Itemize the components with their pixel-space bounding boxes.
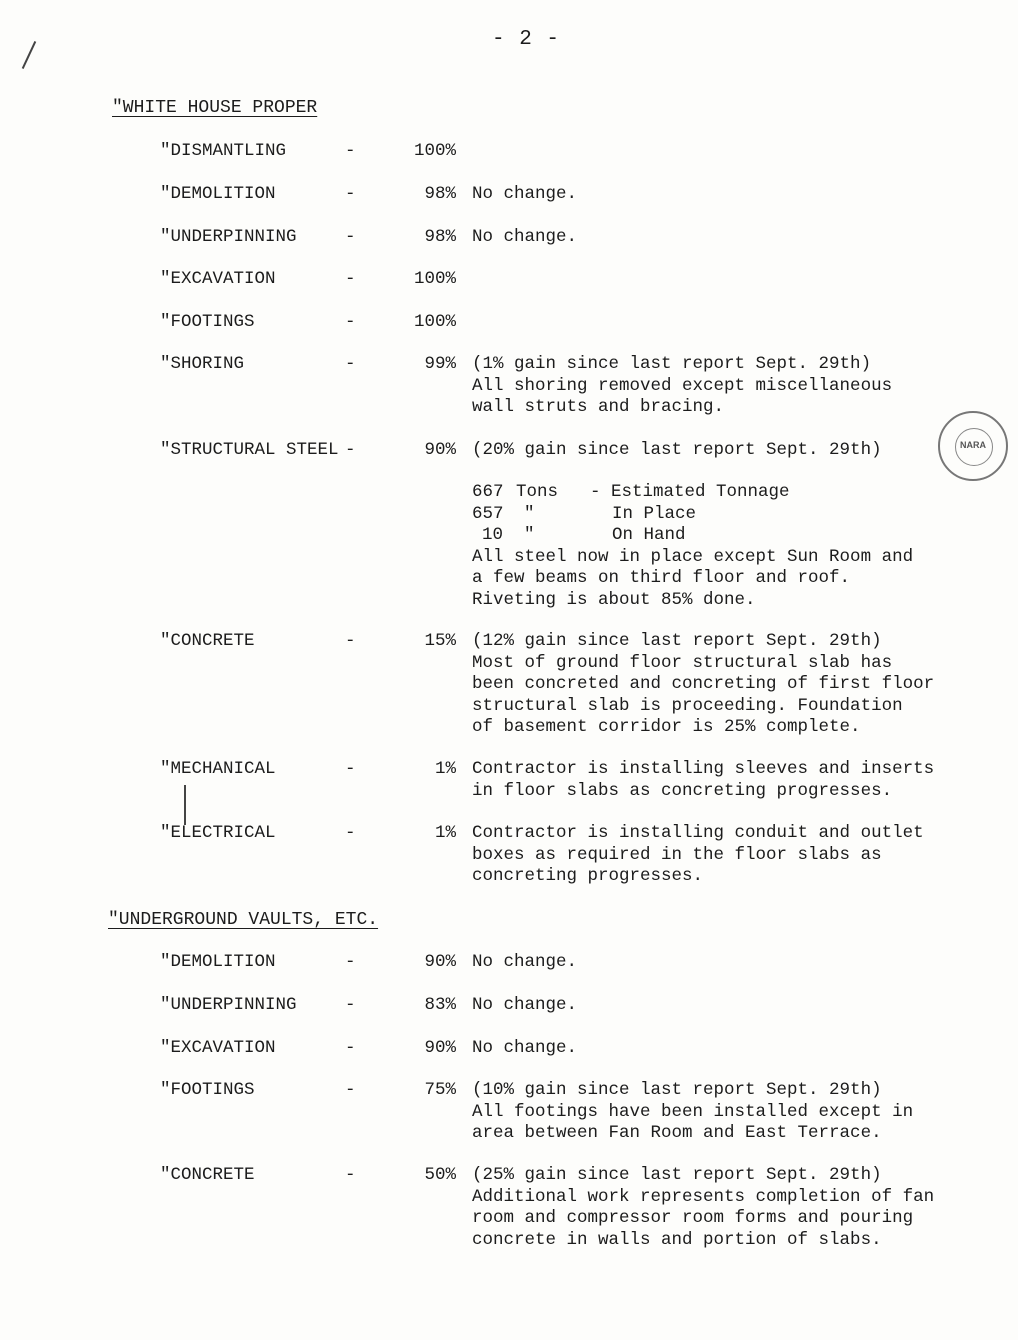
item-dash: - [345,312,356,332]
tonnage-row: 667 Tons - Estimated Tonnage [472,482,790,502]
item-percent: 50% [424,1165,456,1185]
stamp-text: NARA [960,440,986,450]
item-percent: 99% [424,354,456,374]
item-note: No change. [472,1038,578,1058]
item-label: "FOOTINGS [160,1080,255,1100]
item-percent: 100% [413,141,456,161]
item-dash: - [345,141,356,161]
item-note: No change. [472,184,578,204]
item-percent: 83% [424,995,456,1015]
item-label: "CONCRETE [160,631,255,651]
item-label: "STRUCTURAL STEEL [160,440,339,460]
item-note: Contractor is installing conduit and outlet boxes as required in the floor slabs as concreting progresses. [472,823,924,886]
item-percent: 15% [424,631,456,651]
item-label: "SHORING [160,354,245,374]
section-title-white-house-proper: "WHITE HOUSE PROPER [112,98,318,118]
item-label: "UNDERPINNING [160,227,297,247]
item-note: (20% gain since last report Sept. 29th) [472,440,882,460]
item-label: "CONCRETE [160,1165,255,1185]
item-label: "DEMOLITION [160,952,276,972]
item-note: (10% gain since last report Sept. 29th) All footings have been installed except in area between Fan Room and East Terrace. [472,1080,914,1143]
item-dash: - [345,995,356,1015]
item-percent: 90% [424,952,456,972]
item-dash: - [345,440,356,460]
item-note: No change. [472,952,578,972]
item-label: "DEMOLITION [160,184,276,204]
item-note: Contractor is installing sleeves and inserts in floor slabs as concreting progresses. [472,759,935,801]
item-percent: 1% [434,823,456,843]
page-number: - 2 - [492,28,561,51]
item-percent: 75% [424,1080,456,1100]
item-dash: - [345,759,356,779]
item-percent: 90% [424,440,456,460]
item-note: No change. [472,227,578,247]
tonnage-row: 10 " On Hand [482,525,686,545]
pen-mark [184,785,186,825]
tonnage-summary: All steel now in place except Sun Room and a few beams on third floor and roof. Riveting is about 85% done. [472,546,914,610]
section-title-underground-vaults: "UNDERGROUND VAULTS, ETC. [108,910,379,930]
item-dash: - [345,227,356,247]
item-dash: - [345,184,356,204]
item-dash: - [345,1038,356,1058]
tonnage-row: 657 " In Place [472,503,697,524]
item-percent: 98% [424,227,456,247]
item-note: (12% gain since last report Sept. 29th) Most of ground floor structural slab has been concreted and concreting of first floor structural slab is proceeding. Foundation of basement corridor is 25% complete. [472,631,935,737]
item-label: "DISMANTLING [160,141,287,161]
tonnage-table [472,482,913,611]
item-note: (25% gain since last report Sept. 29th) Additional work represents completion of fan room and compressor room forms and pouring concrete in walls and portion of slabs. [472,1165,935,1250]
item-percent: 98% [424,184,456,204]
item-dash: - [345,952,356,972]
margin-mark [22,41,36,69]
item-dash: - [345,823,356,843]
item-label: "FOOTINGS [160,312,255,332]
archive-stamp [938,411,1008,481]
item-label: "UNDERPINNING [160,995,297,1015]
item-dash: - [345,354,356,374]
item-percent: 100% [413,312,456,332]
item-percent: 1% [434,759,456,779]
item-label: "ELECTRICAL [160,823,276,843]
item-dash: - [345,269,356,289]
item-label: "MECHANICAL [160,759,276,779]
item-dash: - [345,1165,356,1185]
item-percent: 90% [424,1038,456,1058]
item-note: (1% gain since last report Sept. 29th) All shoring removed except miscellaneous wall struts and bracing. [472,354,893,417]
item-note: No change. [472,995,578,1015]
item-percent: 100% [413,269,456,289]
item-label: "EXCAVATION [160,269,276,289]
item-dash: - [345,1080,356,1100]
item-label: "EXCAVATION [160,1038,276,1058]
item-dash: - [345,631,356,651]
